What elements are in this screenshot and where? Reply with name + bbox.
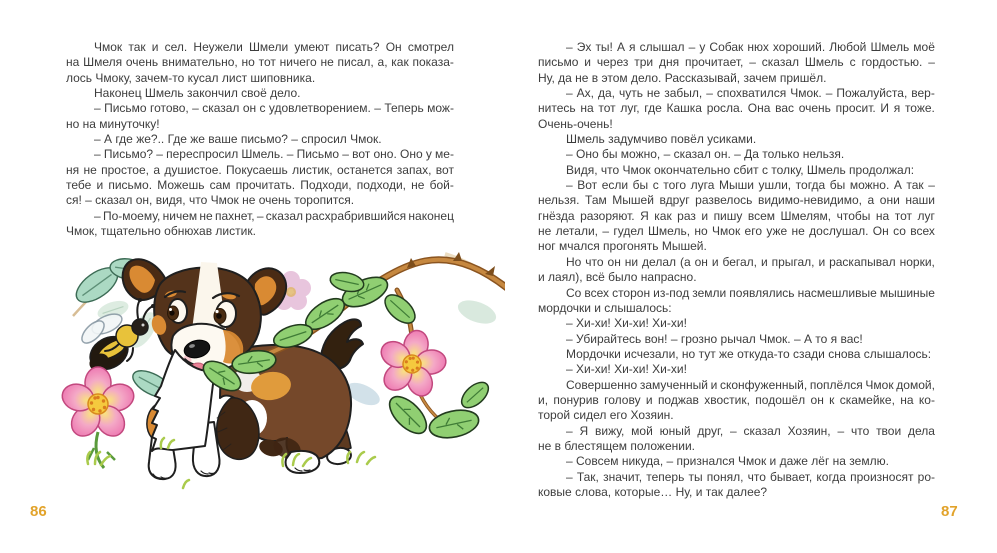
text-line: – Так, значит, теперь ты понял, что бывает, когда произносят ро- bbox=[566, 469, 935, 484]
text-line: ся! – сказал он, видя, что Чмок не очень торопится. bbox=[66, 193, 355, 208]
text-line: Но что он ни делал (а он и бегал, и прыгал, и раскапывал норки, bbox=[566, 254, 935, 269]
page-left-text bbox=[66, 40, 454, 239]
text-line: ног мчался прогонять Мышей. bbox=[538, 239, 707, 254]
text-line: письмо и через три дня прочитает, – сказал Шмель с гордостью. – bbox=[538, 55, 935, 70]
page-number-left: 86 bbox=[30, 503, 47, 520]
text-line: – Совсем никуда, – признался Чмок и даже лёг на землю. bbox=[566, 454, 889, 469]
text-line: – Ах, да, чуть не забыл, – спохватился Чмок. – Пожалуйста, вер- bbox=[566, 86, 935, 101]
text-line: – А где же?.. Где же ваше письмо? – спросил Чмок. bbox=[94, 132, 382, 147]
text-line: Мордочки исчезали, но тут же откуда-то сзади снова слышалось: bbox=[566, 346, 932, 361]
text-line: Со всех сторон из-под земли появлялись насмешливые мышиные bbox=[566, 285, 935, 300]
text-line: нельзя. Там Мышей вдруг развелось видимо-невидимо, а они наши bbox=[538, 193, 935, 208]
text-line: Очень-очень! bbox=[538, 116, 613, 131]
puppy-scene-illustration bbox=[55, 252, 505, 502]
text-line: – Хи-хи! Хи-хи! Хи-хи! bbox=[566, 316, 687, 331]
text-line: торой сидел его Хозяин. bbox=[538, 408, 674, 423]
text-line: и лаял), всё было напрасно. bbox=[538, 270, 697, 285]
text-line: ня не простое, а душистое. Покусаешь листик, останется запах, вот bbox=[66, 162, 454, 177]
text-line: – Эх ты! А я слышал – у Собак нюх хороший. Любой Шмель моё bbox=[566, 40, 935, 54]
text-line: ковые слова, которые… Ну, и так далее? bbox=[538, 484, 768, 499]
text-line: Чмок, тщательно обнюхав листик. bbox=[66, 224, 256, 239]
text-line: – Хи-хи! Хи-хи! Хи-хи! bbox=[566, 362, 687, 377]
text-line: – Письмо готово, – сказал он с удовлетворением. – Теперь мож- bbox=[94, 101, 454, 116]
text-line: – Я вижу, мой юный друг, – сказал Хозяин, – что твои дела bbox=[566, 423, 935, 438]
text-line: не в блестящем положении. bbox=[538, 438, 695, 453]
text-line: нитесь на тот луг, где Кашка росла. Она вас очень просит. И я тоже. bbox=[538, 101, 935, 116]
page-right-text bbox=[538, 40, 935, 500]
text-line: Ну, да не в этом дело. Рассказывай, зачем пришёл. bbox=[538, 70, 827, 85]
text-line: – Вот если бы с того луга Мыши ушли, тогда бы можно. А так – bbox=[566, 178, 935, 193]
text-line: на Шмеля очень внимательно, но тот ничего не писал, а, как показа- bbox=[66, 55, 454, 70]
text-line: Видя, что Чмок окончательно сбит с толку, Шмель продолжал: bbox=[566, 162, 915, 177]
text-line: но на минуточку! bbox=[66, 116, 160, 131]
text-line: мордочки и слышалось: bbox=[538, 300, 672, 315]
page-number-right: 87 bbox=[941, 503, 958, 520]
text-line: – Убирайтесь вон! – грозно рычал Чмок. – А то я вас! bbox=[566, 331, 863, 346]
text-line: – По-моему, ничем не пахнет, – сказал расхрабрившийся наконец bbox=[94, 208, 454, 223]
text-line: не летали, – гудел Шмель, но Чмок его уже не дослушал. Он со всех bbox=[538, 224, 935, 239]
text-line: и, понурив голову и поджав хвостик, подошёл он к скамейке, на ко- bbox=[538, 392, 935, 407]
dog-rose-flower-right bbox=[370, 323, 455, 405]
text-line: Чмок так и сел. Неужели Шмели умеют писать? Он смотрел bbox=[94, 40, 454, 54]
text-line: лось Чмоку, зачем-то кусал лист шиповника. bbox=[66, 70, 316, 85]
text-line: тебе и письмо. Можешь сам прочитать. Подходи, подходи, не бой- bbox=[66, 178, 454, 193]
text-line: – Письмо? – переспросил Шмель. – Письмо – вот оно. Оно у ме- bbox=[94, 147, 454, 162]
text-line: Наконец Шмель закончил своё дело. bbox=[94, 86, 301, 101]
text-line: Совершенно замученный и сконфуженный, поплёлся Чмок домой, bbox=[566, 377, 935, 392]
text-line: Шмель задумчиво повёл усиками. bbox=[566, 132, 757, 147]
text-line: – Оно бы можно, – сказал он. – Да только нельзя. bbox=[566, 147, 845, 162]
text-line: гнёзда разоряют. Я как раз и пишу всем Шмелям, чтобы на тот луг bbox=[538, 208, 935, 223]
